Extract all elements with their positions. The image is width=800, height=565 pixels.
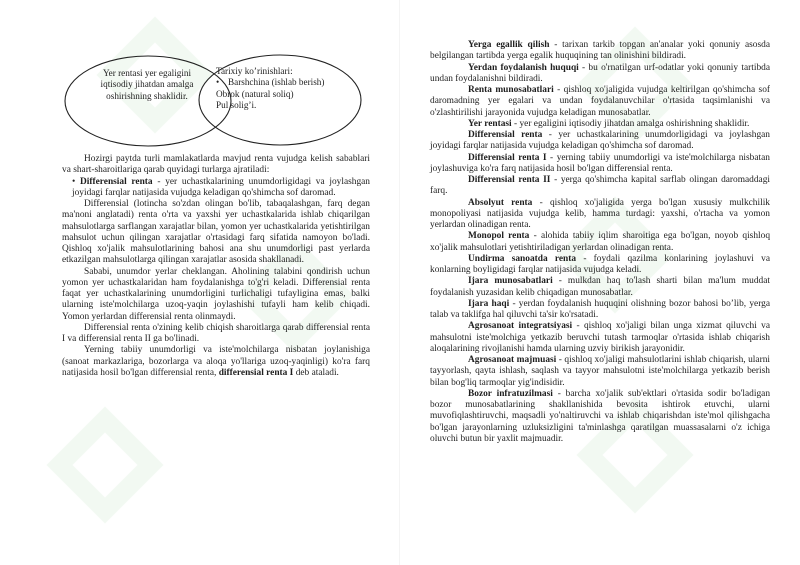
definition: Ijara munosabatlari - mulkdan haq to'lash sharti bilan ma'lum muddat foydalanish yuzasidan kelib chiqadigan munosabatlar.: [430, 276, 770, 298]
term: Monopol renta: [468, 231, 530, 242]
oval-right-item: • Barshchina (ishlab berish): [216, 77, 341, 88]
paragraph: Hozirgi paytda turli mamlakatlarda mavjud renta vujudga kelish sabablari va shart-sharoitlariga qarab quyidagi turlarga ajratiladi:: [62, 154, 370, 176]
term: Ijara haqi: [468, 298, 510, 309]
paragraph: Sababi, unumdor yerlar cheklangan. Aholining talabini qondirish uchun yomon yer uchastkalaridan ham foydalanishga to'g'ri keladi. Differensial renta faqat yer uchastkalarining unumdorligini turlichaligi tufayligina emas, balki ularning iste'molchilarga uzoq-yaqin joylashishi tufayli ham kelib chiqadi. Yomon yerlardan differensial renta olinmaydi.: [62, 266, 370, 322]
definition: Monopol renta - alohida tabiiy iqlim sharoitiga ega bo'lgan, noyob qishloq xo'jalik mahsulotlari yetishtiriladigan yerlardan olinadigan renta.: [430, 231, 771, 253]
term: Yerga egallik qilish: [468, 40, 550, 50]
definition: Absolyut renta - qishloq xo'jaligida yerga bo'lgan xususiy mulkchilik monopoliyasi natijasida vujudga kelib, hamma turdagi: yaxshi, o'rtacha va yomon yerlardan olinadigan renta.: [430, 197, 770, 230]
definition: Yerga egallik qilish - tarixan tarkib topgan an'analar yoki qonuniy asosda belgilangan tartibda yerga egalik huquqining tan olinishini bildiradi.: [430, 40, 770, 62]
oval-right-item: Pul solig’i.: [216, 100, 257, 111]
term: differensial renta I: [218, 367, 294, 378]
paragraph: • Differensial renta - yer uchastkalarining unumdorligidagi va joylashgan joyidagi farqlar natijasida vujudga keladigan qo'shimcha sof daromad.: [72, 176, 370, 198]
term: Ijara munosabatlari: [468, 276, 553, 287]
definition: Agrosanoat majmuasi - qishloq xo'jaligi mahsulotlarini ishlab chiqarish, ularni tayyorlash, qayta ishlash, saqlash va tayyor mahsulotni iste'molchilarga yetkazib berish bilan bog'liq tarmoqlar yig'indisidir.: [430, 355, 770, 388]
definition: Undirma sanoatda renta - foydali qazilma konlarining joylashuvi va konlarning boyligidagi farqlar natijasida vujudga keladi.: [430, 253, 771, 275]
oval-right-item: Obrok (natural soliq): [216, 88, 294, 99]
definition: Agrosanoat integratsiyasi - qishloq xo'jaligi bilan unga xizmat qiluvchi va mahsulotni iste'molchiga yetkazib beruvchi tutash tarmoqlar o'rtasida ishlab chiqarish aloqalarining rivojlanishi hamda ularning uzviy birikish jarayonidir.: [430, 321, 770, 354]
term: Differensial renta: [468, 130, 543, 140]
term: Yer rentasi: [468, 118, 512, 129]
definition: Yerdan foydalanish huquqi - bu o'rnatilgan urf-odatlar yoki qonuniy tartibda undan foydalanishni bildiradi.: [430, 62, 770, 84]
paragraph: Differensial renta o'zining kelib chiqish sharoitlarga qarab differensial renta I va differensial renta II ga bo'linadi.: [62, 322, 370, 344]
oval-right-title: Tarixiy ko’rinishlari:: [216, 66, 293, 76]
paragraph: Differensial (lotincha so'zdan olingan bo'lib, tabaqalashgan, farq degan ma'noni anglatadi) renta o'rta va yaxshi yer uchastkalarida ishlab chiqarilgan mahsulotlarga sarflangan xarajatlar bilan, yomon yer uchastkalarida yetishtirilgan mahsulot uchun qilingan xarajatlar o'rtasidagi farq sifatida namoyon bo'ladi. Qishloq xo'jalik mahsulotlarining bahosi ana shu unumdorligi past yerlarda etkazilgan mahsulotlarga qilingan xarajatlar asosida shakllanadi.: [62, 199, 370, 266]
oval-right-text: [216, 66, 341, 112]
definition: Renta munosabatlari - qishloq xo'jaligida vujudga keltirilgan qo'shimcha sof daromadning yer egalari va undan foydalanuvchilar o'rtasida taqsimlanishi va o'zlashtirilishi jarayonida vujudga keladigan munosabatlar.: [430, 85, 770, 118]
paragraph: Yerning tabiiy unumdorligi va iste'molchilarga nisbatan joylanishiga (sanoat markazlariga, bozorlarga va aloqa yo'llariga uzoq-yaqinligi) ko'ra farq natijasida hosil bo'lgan differensial renta, differensial renta I deb ataladi.: [62, 345, 370, 378]
term: Undirma sanoatda renta: [468, 253, 577, 264]
watermark-logo-icon: [40, 400, 170, 530]
definition: Ijara haqi - yerdan foydalanish huquqini olishning bozor bahosi bo’lib, yerga talab va taklifga hal qiluvchi ta'sir ko'rsatadi.: [430, 298, 771, 320]
definition: Yer rentasi - yer egaligini iqtisodiy jihatdan amalga oshirishning shaklidir.: [468, 118, 750, 129]
term: Agrosanoat majmuasi: [468, 355, 557, 365]
term: Bozor infratuzilmasi: [468, 388, 553, 399]
definition: Differensial renta I - yerning tabiiy unumdorligi va iste'molchilarga nisbatan joylashuviga ko'ra farq natijasida hosil bo'lgan differensial renta.: [430, 152, 770, 174]
right-body-text: [430, 40, 770, 445]
left-body-text: [62, 154, 370, 379]
definition: Differensial renta - yer uchastkalarining unumdorligidagi va joylashgan joyidagi farqlar natijasida vujudga keladigan qo'shimcha sof daromad.: [430, 130, 770, 152]
term: Differensial renta II: [468, 175, 551, 185]
term: Yerdan foydalanish huquqi: [468, 62, 579, 73]
definition: Bozor infratuzilmasi - barcha xo'jalik sub'ektlari o'rtasida sodir bo'ladigan bozor munosabatlarining shakllanishida bevosita ishtirok etuvchi, ularni muvofiqlashtiruvchi, maqsadli yo'naltiruvchi va ishlab chiqarishdan iste'mol qilishgacha bo'lgan jarayonlarning uzluksizligini ta'minlashga qaratilgan muassasalarni o'z ichiga oluvchi butun bir yaxlit majmuadir.: [430, 388, 771, 444]
term: Renta munosabatlari: [468, 85, 554, 95]
term: Differensial renta: [80, 176, 153, 187]
term: Agrosanoat integratsiyasi: [468, 321, 573, 332]
definition: Differensial renta II - yerga qo'shimcha kapital sarflab olingan daromaddagi farq.: [430, 175, 771, 197]
term: Absolyut renta: [468, 197, 533, 208]
term: Differensial renta I: [468, 152, 547, 163]
oval-left-text: Yer rentasi yer egaligini iqtisodiy jihatdan amalga oshirishning shaklidir.: [100, 68, 194, 101]
